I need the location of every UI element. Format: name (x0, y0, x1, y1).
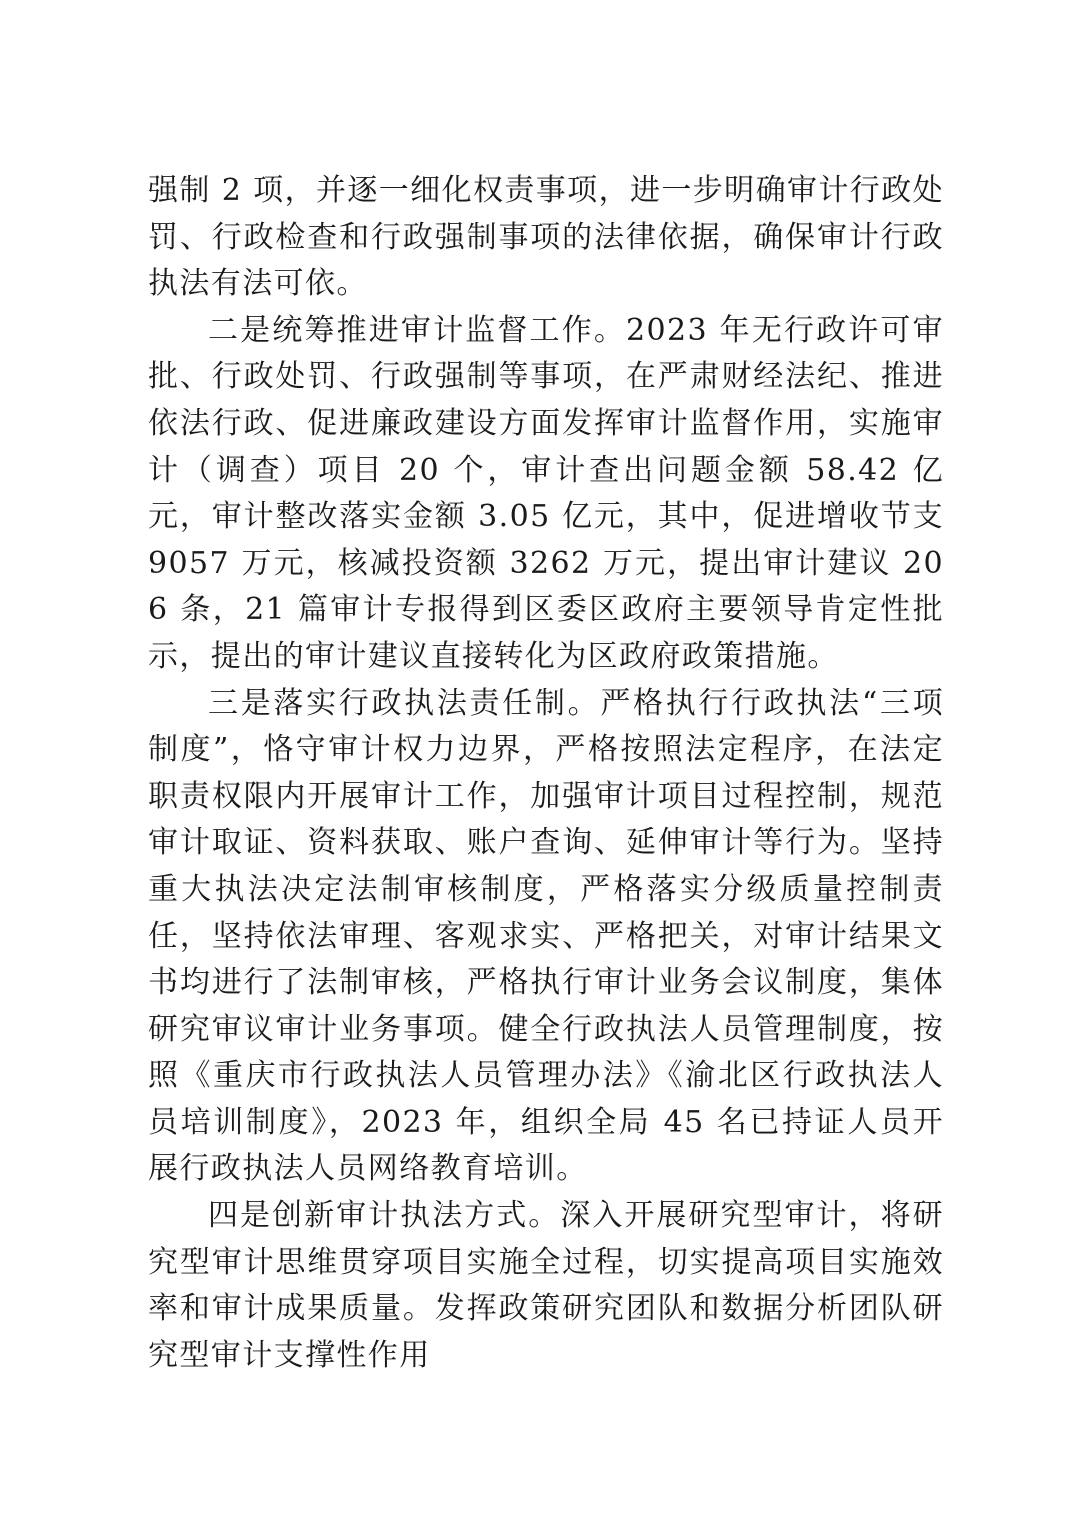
paragraph-continuation: 强制 2 项，并逐一细化权责事项，进一步明确审计行政处罚、行政检查和行政强制事项的法律依据，确保审计行政执法有法可依。 (148, 173, 944, 302)
document-body (148, 168, 944, 1379)
paragraph-audit-supervision: 二是统筹推进审计监督工作。2023 年无行政许可审批、行政处罚、行政强制等事项，在严肃财经法纪、推进依法行政、促进廉政建设方面发挥审计监督作用，实施审计（调查）项目 20 个，审计查出问题金额 58.42 亿元，审计整改落实金额 3.05 亿元，其中，促进增收节支 9057 万元，核减投资额 3262 万元，提出审计建议 206 条，21 篇审计专报得到区委区政府主要领导肯定性批示，提出的审计建议直接转化为区政府政策措施。 (148, 312, 944, 674)
paragraph-enforcement-responsibility: 三是落实行政执法责任制。严格执行行政执法“三项制度”，恪守审计权力边界，严格按照法定程序，在法定职责权限内开展审计工作，加强审计项目过程控制，规范审计取证、资料获取、账户查询、延伸审计等行为。坚持重大执法决定法制审核制度，严格落实分级质量控制责任，坚持依法审理、客观求实、严格把关，对审计结果文书均进行了法制审核，严格执行审计业务会议制度，集体研究审议审计业务事项。健全行政执法人员管理制度，按照《重庆市行政执法人员管理办法》《渝北区行政执法人员培训制度》，2023 年，组织全局 45 名已持证人员开展行政执法人员网络教育培训。 (148, 685, 944, 1187)
paragraph-enforcement-innovation: 四是创新审计执法方式。深入开展研究型审计，将研究型审计思维贯穿项目实施全过程，切实提高项目实施效率和审计成果质量。发挥政策研究团队和数据分析团队研究型审计支撑性作用 (148, 1198, 944, 1373)
